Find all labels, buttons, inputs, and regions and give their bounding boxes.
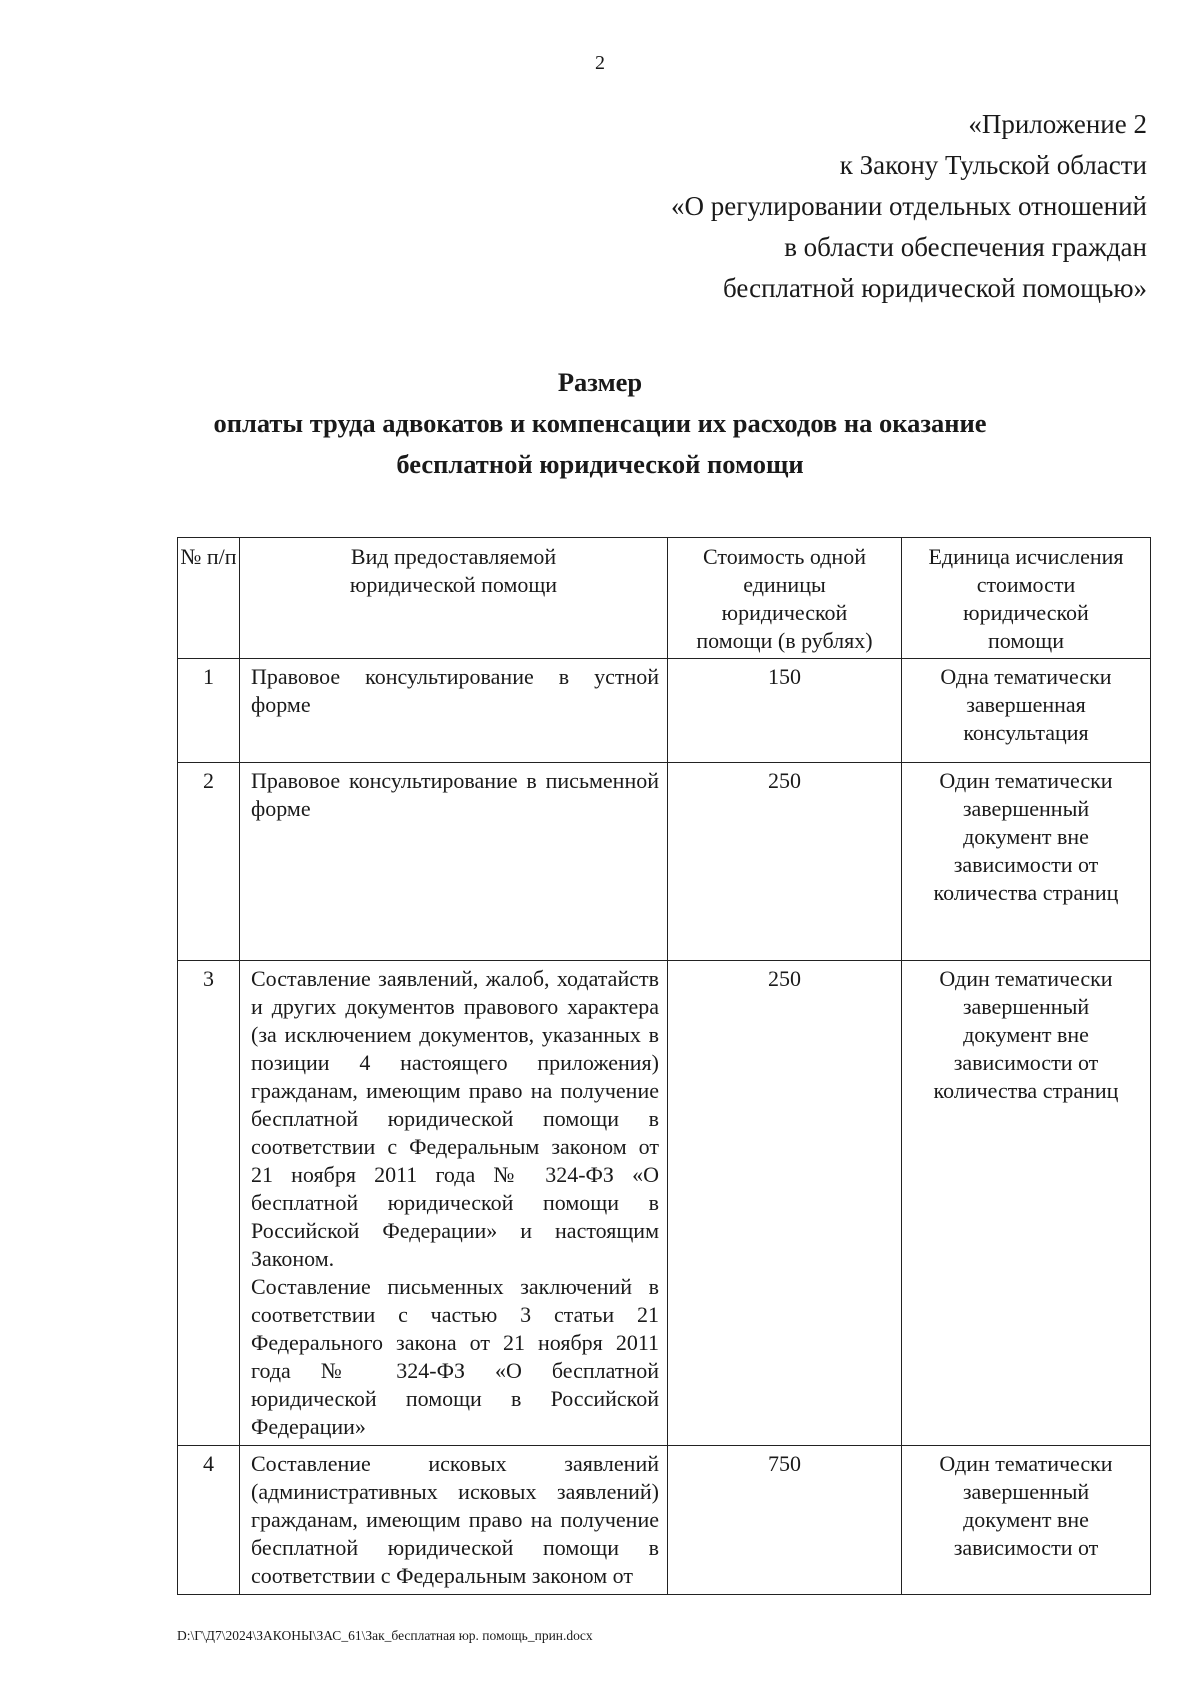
document-title-line: Размер [557,367,643,397]
row-cost: 250 [668,763,902,961]
table-row [178,1446,1151,1595]
service-text: Правовое консультирование в письменной форме [251,768,659,821]
row-unit: Один тематически завершенный документ вне зависимости от количества страниц [902,961,1151,1446]
row-service [240,1446,668,1595]
document-title-line: бесплатной юридической помощи [396,449,804,479]
row-number: 3 [178,961,240,1446]
appendix-header-line: бесплатной юридической помощью» [723,273,1147,303]
service-text: Составление исковых заявлений (административных исковых заявлений) гражданам, имеющим право на получение бесплатной юридической помощи в соответствии с Федеральным законом от [251,1451,659,1588]
row-cost: 750 [668,1446,902,1595]
fee-table [177,537,1151,1595]
service-text: Составление заявлений, жалоб, ходатайств и других документов правового характера (за исключением документов, указанных в позиции 4 настоящего приложения) гражданам, имеющим право на получение бесплатной юридической помощи в соответствии с Федеральным законом от 21 ноября 2011 года № 324-ФЗ «О бесплатной юридической помощи в Российской Федерации» и настоящим Законом. [251,966,659,1271]
service-text: Составление письменных заключений в соответствии с частью 3 статьи 21 Федерального закона от 21 ноября 2011 года № 324-ФЗ «О бесплатной юридической помощи в Российской Федерации» [251,1274,659,1439]
row-number: 1 [178,659,240,763]
row-service [240,659,668,763]
row-service [240,763,668,961]
appendix-header-line: «Приложение 2 [968,109,1147,139]
appendix-header-line: в области обеспечения граждан [784,232,1147,262]
table-header-row [178,538,1151,659]
appendix-header-line: к Закону Тульской области [839,150,1147,180]
row-unit: Одна тематически завершенная консультация [902,659,1151,763]
row-cost: 250 [668,961,902,1446]
table-row [178,961,1151,1446]
appendix-header-line: «О регулировании отдельных отношений [671,191,1147,221]
row-service [240,961,668,1446]
document-title [0,362,1200,485]
row-unit: Один тематически завершенный документ вне зависимости от [902,1446,1151,1595]
row-number: 4 [178,1446,240,1595]
header-number: № п/п [178,538,240,659]
page-number: 2 [595,52,605,74]
row-unit: Один тематически завершенный документ вне зависимости от количества страниц [902,763,1151,961]
row-number: 2 [178,763,240,961]
document-title-line: оплаты труда адвокатов и компенсации их расходов на оказание [213,408,987,438]
table-row [178,659,1151,763]
table-row [178,763,1151,961]
header-calculation-unit: Единица исчисления стоимости юридической помощи [902,538,1151,659]
file-path-footer: D:\Г\Д7\2024\ЗАКОНЫ\ЗАС_61\Зак_бесплатная юр. помощь_прин.docx [177,1628,593,1643]
header-unit-cost: Стоимость одной единицы юридической помощи (в рублях) [668,538,902,659]
row-cost: 150 [668,659,902,763]
header-service-type: Вид предоставляемой юридической помощи [240,538,668,659]
appendix-header [671,104,1147,309]
service-text: Правовое консультирование в устной форме [251,664,659,717]
